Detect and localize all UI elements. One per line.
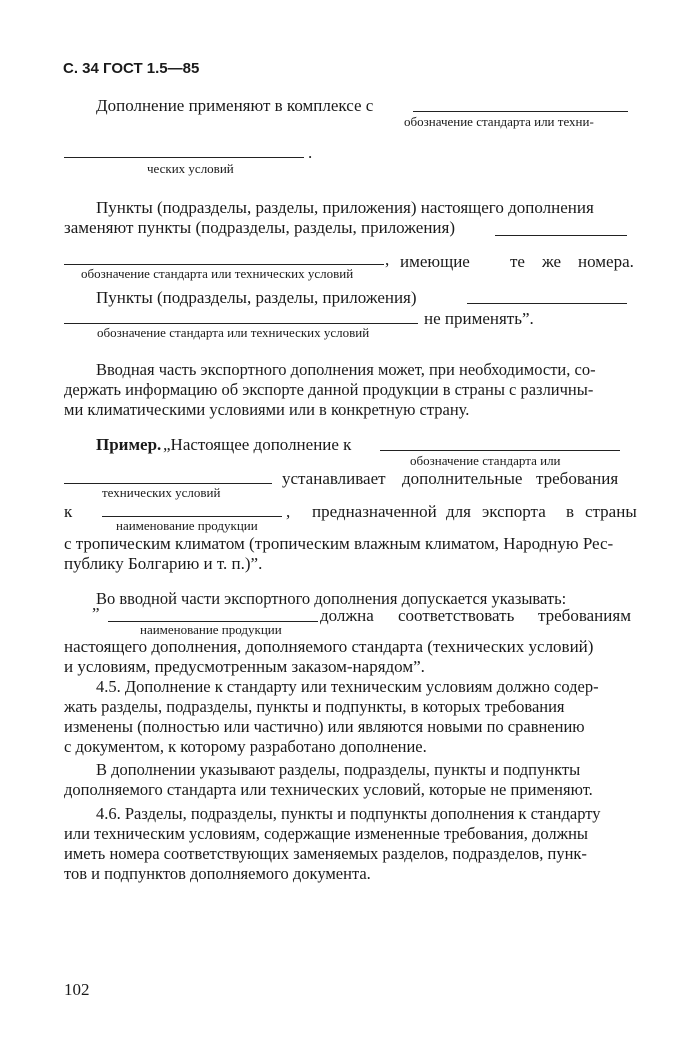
p6-line2: жать разделы, подразделы, пункты и подпункты, в которых требования	[64, 697, 565, 716]
p5-line1: Во вводной части экспортного дополнения допускается указывать:	[96, 589, 567, 608]
p4-line2: держать информацию об экспорте данной продукции в страны с различны-	[64, 380, 594, 399]
example-word: в	[566, 502, 575, 521]
example-word: для	[446, 502, 471, 521]
example-word: дополнительные	[402, 469, 523, 488]
p2-line2: заменяют пункты (подразделы, разделы, приложения)	[64, 218, 455, 237]
page-number: 102	[64, 980, 90, 999]
p3-tail: не применять”.	[424, 309, 534, 328]
page-header: С. 34 ГОСТ 1.5—85	[63, 60, 200, 77]
example-text1: „Настоящее дополнение к	[163, 435, 352, 454]
example-word: требования	[536, 469, 619, 488]
example-word: устанавливает	[282, 469, 386, 488]
p1-text: Дополнение применяют в комплексе с	[96, 96, 374, 115]
p2-caption: обозначение стандарта или технических условий	[81, 266, 354, 281]
p2-comma: ,	[385, 250, 390, 269]
p7-line1: В дополнении указывают разделы, подразделы, пункты и подпункты	[96, 760, 581, 779]
p1-caption-1: обозначение стандарта или техни-	[404, 114, 594, 129]
blank-line	[64, 483, 272, 484]
p1-caption-2: ческих условий	[147, 161, 234, 176]
p8-line4: тов и подпунктов дополняемого документа.	[64, 864, 371, 883]
p2-line1: Пункты (подразделы, разделы, приложения) настоящего дополнения	[96, 198, 594, 217]
p3-line1: Пункты (подразделы, разделы, приложения)	[96, 288, 417, 307]
blank-line	[380, 450, 620, 451]
example-word: предназначенной	[312, 502, 437, 521]
p5-word: должна	[320, 606, 374, 625]
p7-line2: дополняемого стандарта или технических условий, которые не применяют.	[64, 780, 593, 799]
p2-tail-2: те	[510, 252, 525, 271]
p5-line3: настоящего дополнения, дополняемого стандарта (технических условий)	[64, 637, 594, 656]
p5-word: соответствовать	[398, 606, 515, 625]
p6-line4: с документом, к которому разработано дополнение.	[64, 737, 427, 756]
p8-line2: или техническим условиям, содержащие измененные требования, должны	[64, 824, 588, 843]
p8-line1: 4.6. Разделы, подразделы, пункты и подпункты дополнения к стандарту	[96, 804, 601, 823]
p5-quote: ”	[92, 604, 100, 623]
blank-line	[102, 516, 282, 517]
blank-line	[413, 111, 628, 112]
example-word: экспорта	[482, 502, 546, 521]
p2-tail-4: номера.	[578, 252, 634, 271]
blank-line	[64, 264, 384, 265]
p6-line1: 4.5. Дополнение к стандарту или техническим условиям должно содер-	[96, 677, 599, 696]
example-k: к	[64, 502, 73, 521]
example-caption-1: обозначение стандарта или	[410, 453, 561, 468]
p5-caption: наименование продукции	[140, 622, 282, 637]
example-line4: с тропическим климатом (тропическим влажным климатом, Народную Рес-	[64, 534, 614, 553]
p8-line3: иметь номера соответствующих заменяемых разделов, подразделов, пунк-	[64, 844, 587, 863]
p3-caption: обозначение стандарта или технических условий	[97, 325, 370, 340]
p5-line4: и условиям, предусмотренным заказом-нарядом”.	[64, 657, 425, 676]
p5-word: требованиям	[538, 606, 631, 625]
blank-line	[495, 235, 627, 236]
example-caption-2: технических условий	[102, 485, 221, 500]
example-caption-3: наименование продукции	[116, 518, 258, 533]
p1-dot: .	[308, 143, 313, 162]
blank-line	[467, 303, 627, 304]
blank-line	[64, 157, 304, 158]
blank-line	[64, 323, 418, 324]
example-word: страны	[585, 502, 637, 521]
p2-tail-3: же	[542, 252, 562, 271]
p2-tail-1: имеющие	[400, 252, 470, 271]
example-label: Пример.	[96, 435, 162, 454]
example-comma: ,	[286, 502, 291, 521]
example-line5: публику Болгарию и т. п.)”.	[64, 554, 263, 573]
p4-line1: Вводная часть экспортного дополнения может, при необходимости, со-	[96, 360, 596, 379]
p6-line3: изменены (полностью или частично) или являются новыми по сравнению	[64, 717, 585, 736]
p4-line3: ми климатическими условиями или в конкретную страну.	[64, 400, 470, 419]
